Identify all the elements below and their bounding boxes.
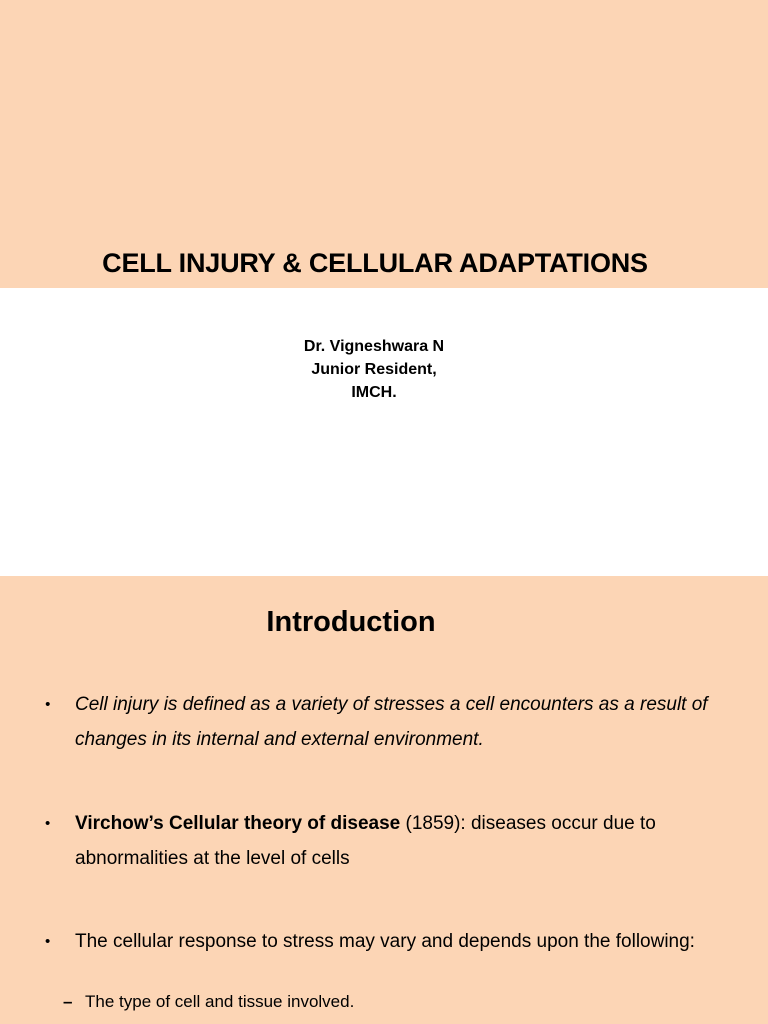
introduction-slide [0,576,768,1024]
title-slide-band [0,0,768,288]
author-role: Junior Resident, [311,361,437,378]
author-block [0,335,748,404]
bullet-virchow-theory [45,807,715,876]
bullet-text: Cell injury is defined as a variety of stresses a cell encounters as a result of changes in its internal and external environment. [75,694,708,750]
sub-bullet-cell-type [63,992,355,1012]
bullet-bold-text: Virchow’s Cellular theory of disease [75,813,401,834]
author-name: Dr. Vigneshwara N [303,338,445,355]
title-slide-body [0,288,768,576]
bullet-cell-injury-definition [45,688,715,757]
bullet-dot-icon: • [45,815,51,832]
bullet-dot-icon: • [45,933,51,950]
author-organization: IMCH. [351,384,397,401]
bullet-text: The cellular response to stress may vary and depends upon the following: [75,931,695,952]
slide-title: CELL INJURY & CELLULAR ADAPTATIONS [102,248,648,278]
dash-icon: – [63,992,73,1011]
bullet-cellular-response [45,925,715,960]
sub-bullet-text: The type of cell and tissue involved. [85,992,355,1011]
introduction-heading: Introduction [266,606,436,638]
bullet-dot-icon: • [45,696,51,713]
bullet-text: (1859): diseases occur due to abnormalities at the level of cells [75,813,656,869]
